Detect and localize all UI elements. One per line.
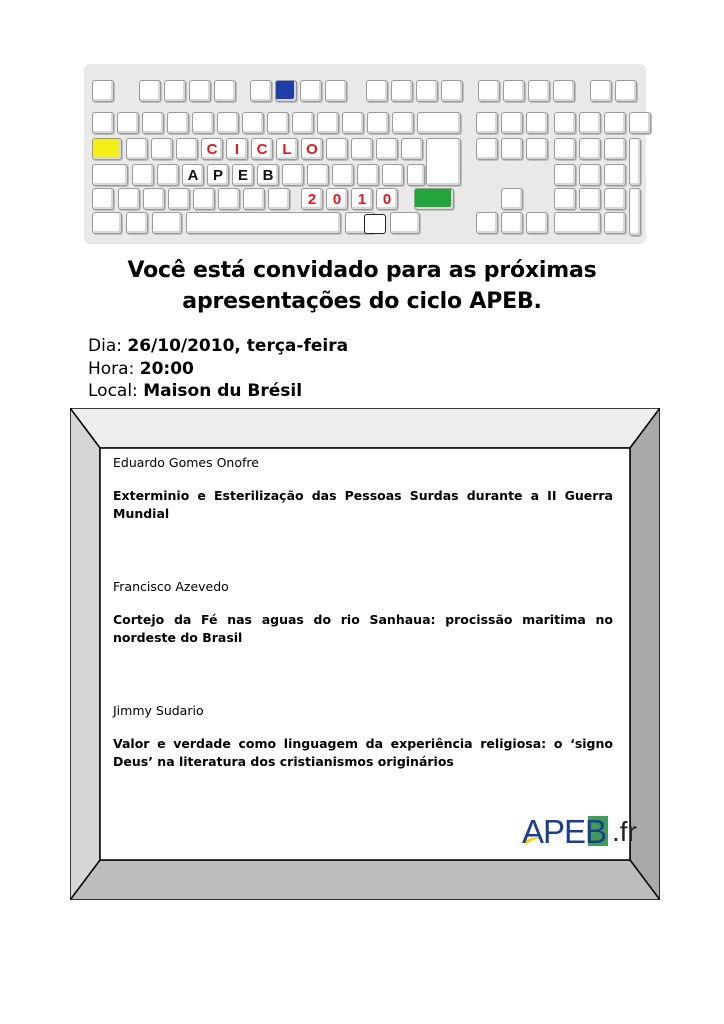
talk-item — [113, 455, 613, 523]
event-details — [88, 335, 348, 403]
time-row — [88, 358, 348, 381]
keyboard-key — [243, 188, 265, 210]
keyboard-key — [176, 138, 198, 160]
keyboard-key — [300, 80, 322, 102]
keyboard-key — [126, 138, 148, 160]
keyboard-key — [629, 138, 641, 186]
place-label: Local: — [88, 381, 144, 401]
keyboard-key — [604, 138, 626, 160]
keyboard-key — [117, 112, 139, 134]
keyboard-key — [501, 138, 523, 160]
keyboard-key — [351, 138, 373, 160]
keyboard-key — [186, 212, 341, 234]
keyboard-key — [526, 138, 548, 160]
keyboard-key — [357, 164, 379, 186]
banner-letter-key: 0 — [326, 188, 348, 210]
keyboard-key — [164, 80, 186, 102]
keyboard-key — [629, 112, 651, 134]
keyboard-key — [366, 80, 388, 102]
keyboard-key — [579, 112, 601, 134]
keyboard-key — [554, 188, 576, 210]
talk-title: Cortejo da Fé nas aguas do rio Sanhaua: procissão maritima no nordeste do Brasil — [113, 612, 613, 645]
keyboard-key — [604, 212, 626, 234]
keyboard-key — [615, 80, 637, 102]
date-label: Dia: — [88, 336, 128, 356]
keyboard-key — [92, 212, 122, 234]
keyboard-key — [526, 212, 548, 234]
keyboard-key — [503, 80, 525, 102]
banner-letter-key: C — [201, 138, 223, 160]
keyboard-key — [92, 112, 114, 134]
keyboard-key — [426, 138, 461, 186]
keyboard-key — [157, 164, 179, 186]
keyboard-key — [553, 80, 575, 102]
place-row — [88, 380, 348, 403]
keyboard-key — [390, 212, 420, 234]
keyboard-key — [476, 212, 498, 234]
keyboard-key — [143, 188, 165, 210]
keyboard-key — [579, 164, 601, 186]
keyboard-key — [604, 112, 626, 134]
keyboard-key — [214, 80, 236, 102]
banner-letter-key: C — [251, 138, 273, 160]
banner-letter-key: 2 — [301, 188, 323, 210]
keyboard-key — [382, 164, 404, 186]
keyboard-key — [217, 112, 239, 134]
keyboard-key — [554, 138, 576, 160]
keyboard-key — [554, 164, 576, 186]
keyboard-key — [476, 112, 498, 134]
green-key — [414, 188, 454, 210]
keyboard-key — [416, 80, 438, 102]
keyboard-key — [579, 138, 601, 160]
highlighted-key — [364, 214, 386, 234]
yellow-key — [92, 138, 122, 160]
speaker-name: Eduardo Gomes Onofre — [113, 455, 259, 470]
keyboard-key — [142, 112, 164, 134]
time-label: Hora: — [88, 358, 140, 379]
keyboard-key — [168, 188, 190, 210]
keyboard-key — [526, 112, 548, 134]
keyboard-key — [307, 164, 329, 186]
keyboard-key — [501, 212, 523, 234]
keyboard-key — [118, 188, 140, 210]
speaker-name: Francisco Azevedo — [113, 579, 229, 594]
invitation-headline — [60, 255, 664, 317]
keyboard-key — [189, 80, 211, 102]
keyboard-key — [392, 112, 414, 134]
keyboard-key — [275, 80, 297, 102]
keyboard-key — [92, 80, 114, 102]
keyboard-key — [441, 80, 463, 102]
keyboard-key — [250, 80, 272, 102]
keyboard-key — [501, 112, 523, 134]
banner-letter-key: 1 — [351, 188, 373, 210]
keyboard-key — [267, 112, 289, 134]
talk-title: Exterminio e Esterilização das Pessoas Surdas durante a II Guerra Mundial — [113, 488, 613, 521]
keyboard-key — [282, 164, 304, 186]
keyboard-key — [242, 112, 264, 134]
keyboard-key — [268, 188, 290, 210]
keyboard-key — [132, 164, 154, 186]
keyboard-key — [139, 80, 161, 102]
keyboard-key — [407, 164, 425, 186]
banner-letter-key: P — [207, 164, 229, 186]
keyboard-key — [501, 188, 523, 210]
speaker-name: Jimmy Sudario — [113, 703, 204, 718]
date-value: 26/10/2010, terça-feira — [127, 336, 349, 356]
keyboard-key — [326, 138, 348, 160]
keyboard-key — [292, 112, 314, 134]
keyboard-key — [192, 112, 214, 134]
talk-item — [113, 579, 613, 647]
talk-item — [113, 703, 613, 771]
keyboard-key — [554, 212, 601, 234]
headline-line-1: Você está convidado para as próximas — [127, 258, 597, 283]
keyboard-key — [604, 188, 626, 210]
keyboard-key — [332, 164, 354, 186]
keyboard-key — [478, 80, 500, 102]
logo-text: APEB — [522, 813, 607, 850]
place-value: Maison du Brésil — [143, 381, 303, 401]
keyboard-key — [590, 80, 612, 102]
keyboard-key — [151, 138, 173, 160]
keyboard-key — [167, 112, 189, 134]
keyboard-key — [579, 188, 601, 210]
keyboard-key — [376, 138, 398, 160]
banner-letter-key: E — [232, 164, 254, 186]
keyboard-key — [193, 188, 215, 210]
keyboard-key — [476, 138, 498, 160]
date-row — [88, 335, 348, 358]
keyboard-key — [604, 164, 626, 186]
keyboard-banner — [84, 64, 646, 244]
keyboard-key — [218, 188, 240, 210]
keyboard-key — [367, 112, 389, 134]
banner-letter-key: A — [182, 164, 204, 186]
logo-suffix: .fr — [612, 816, 637, 847]
keyboard-key — [554, 112, 576, 134]
keyboard-key — [152, 212, 182, 234]
time-value: 20:00 — [139, 358, 194, 379]
banner-letter-key: I — [226, 138, 248, 160]
keyboard-key — [325, 80, 347, 102]
banner-letter-key: B — [257, 164, 279, 186]
banner-letter-key: L — [276, 138, 298, 160]
banner-letter-key: O — [301, 138, 323, 160]
banner-letter-key: 0 — [376, 188, 398, 210]
keyboard-key — [317, 112, 339, 134]
keyboard-key — [417, 112, 461, 134]
keyboard-key — [528, 80, 550, 102]
headline-line-2: apresentações do ciclo APEB. — [182, 289, 542, 314]
keyboard-key — [342, 112, 364, 134]
talk-title: Valor e verdade como linguagem da experiência religiosa: o ‘signo Deus’ na literatura dos cristianismos originários — [113, 736, 613, 769]
apeb-logo — [522, 812, 650, 852]
keyboard-key — [401, 138, 423, 160]
keyboard-key — [92, 188, 114, 210]
keyboard-key — [629, 188, 641, 236]
keyboard-key — [126, 212, 148, 234]
keyboard-key — [92, 164, 128, 186]
keyboard-key — [391, 80, 413, 102]
